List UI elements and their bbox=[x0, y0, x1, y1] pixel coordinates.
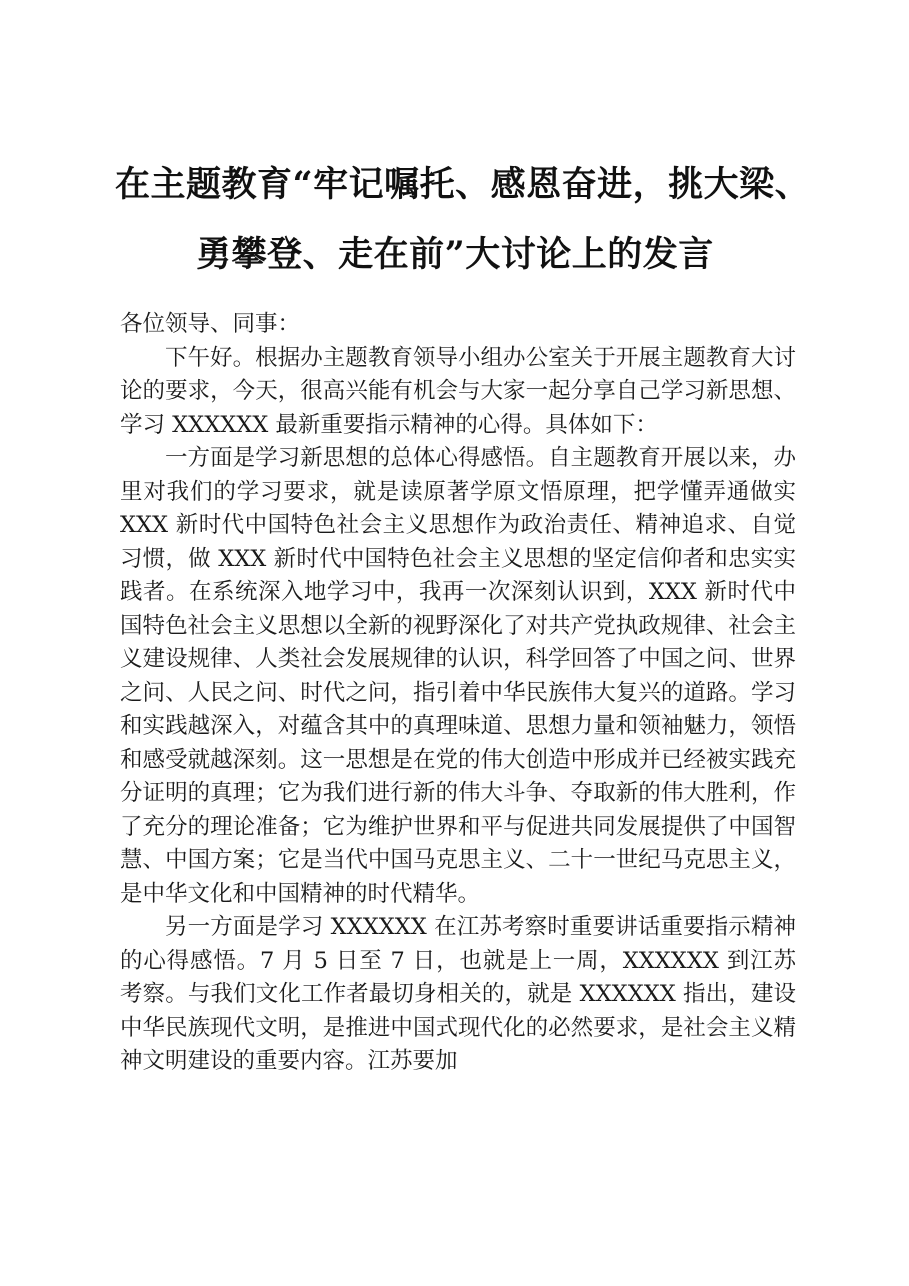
document-title bbox=[115, 150, 811, 290]
paragraph-jiangsu-insights: 另一方面是学习 XXXXXX 在江苏考察时重要讲话重要指示精神的心得感悟。7 月 5 日至 7 日，也就是上一周，XXXXXX 到江苏考察。与我们文化工作者最切身相关的，就是 XXXXXX 指出，建设中华民族现代文明，是推进中国式现代化的必然要求，是社会主义精神文明建设的重要内容。江苏要加 bbox=[120, 914, 796, 1074]
title-line-1: 在主题教育“牢记嘱托、感恩奋进，挑大梁、 bbox=[115, 164, 811, 205]
paragraph-greeting: 下午好。根据办主题教育领导小组办公室关于开展主题教育大讨论的要求，今天，很高兴能有机会与大家一起分享自己学习新思想、学习 XXXXXX 最新重要指示精神的心得。具体如下： bbox=[120, 344, 796, 438]
document-body bbox=[120, 308, 796, 1079]
salutation: 各位领导、同事： bbox=[120, 311, 301, 337]
paragraph-overall-insights: 一方面是学习新思想的总体心得感悟。自主题教育开展以来，办里对我们的学习要求，就是读原著学原文悟原理，把学懂弄通做实 XXX 新时代中国特色社会主义思想作为政治责任、精神追求、自觉习惯，做 XXX 新时代中国特色社会主义思想的坚定信仰者和忠实实践者。在系统深入地学习中，我再一次深刻认识到，XXX 新时代中国特色社会主义思想以全新的视野深化了对共产党执政规律、社会主义建设规律、人类社会发展规律的认识，科学回答了中国之问、世界之问、人民之问、时代之问，指引着中华民族伟大复兴的道路。学习和实践越深入，对蕴含其中的真理味道、思想力量和领袖魅力，领悟和感受就越深刻。这一思想是在党的伟大创造中形成并已经被实践充分证明的真理；它为我们进行新的伟大斗争、夺取新的伟大胜利，作了充分的理论准备；它为维护世界和平与促进共同发展提供了中国智慧、中国方案；它是当代中国马克思主义、二十一世纪马克思主义，是中华文化和中国精神的时代精华。 bbox=[120, 445, 796, 907]
title-line-2: 勇攀登、走在前”大讨论上的发言 bbox=[196, 234, 714, 275]
